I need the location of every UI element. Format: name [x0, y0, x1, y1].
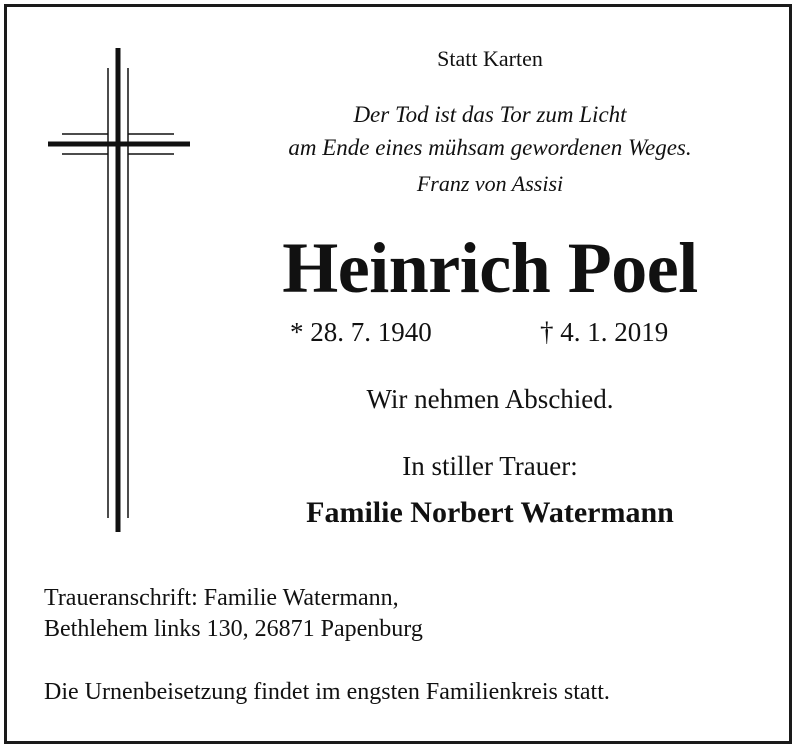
statt-karten-text: Statt Karten	[437, 46, 543, 71]
quote-line-2: am Ende eines mühsam gewordenen Weges.	[288, 135, 692, 160]
birth-date: * 28. 7. 1940	[290, 317, 432, 347]
death-date: † 4. 1. 2019	[540, 317, 669, 347]
quote-line-1: Der Tod ist das Tor zum Licht	[353, 102, 627, 127]
farewell-text: Wir nehmen Abschied.	[366, 384, 614, 414]
family-name: Familie Norbert Watermann	[306, 496, 674, 529]
address-line-2: Bethlehem links 130, 26871 Papenburg	[44, 616, 423, 642]
address-line-1: Traueranschrift: Familie Watermann,	[44, 585, 399, 611]
quote-author: Franz von Assisi	[416, 171, 564, 196]
mourning-text: In stiller Trauer:	[402, 451, 578, 481]
deceased-name: Heinrich Poel	[282, 228, 698, 308]
cross-icon	[40, 40, 200, 540]
burial-notice: Die Urnenbeisetzung findet im engsten Familienkreis statt.	[44, 679, 610, 705]
